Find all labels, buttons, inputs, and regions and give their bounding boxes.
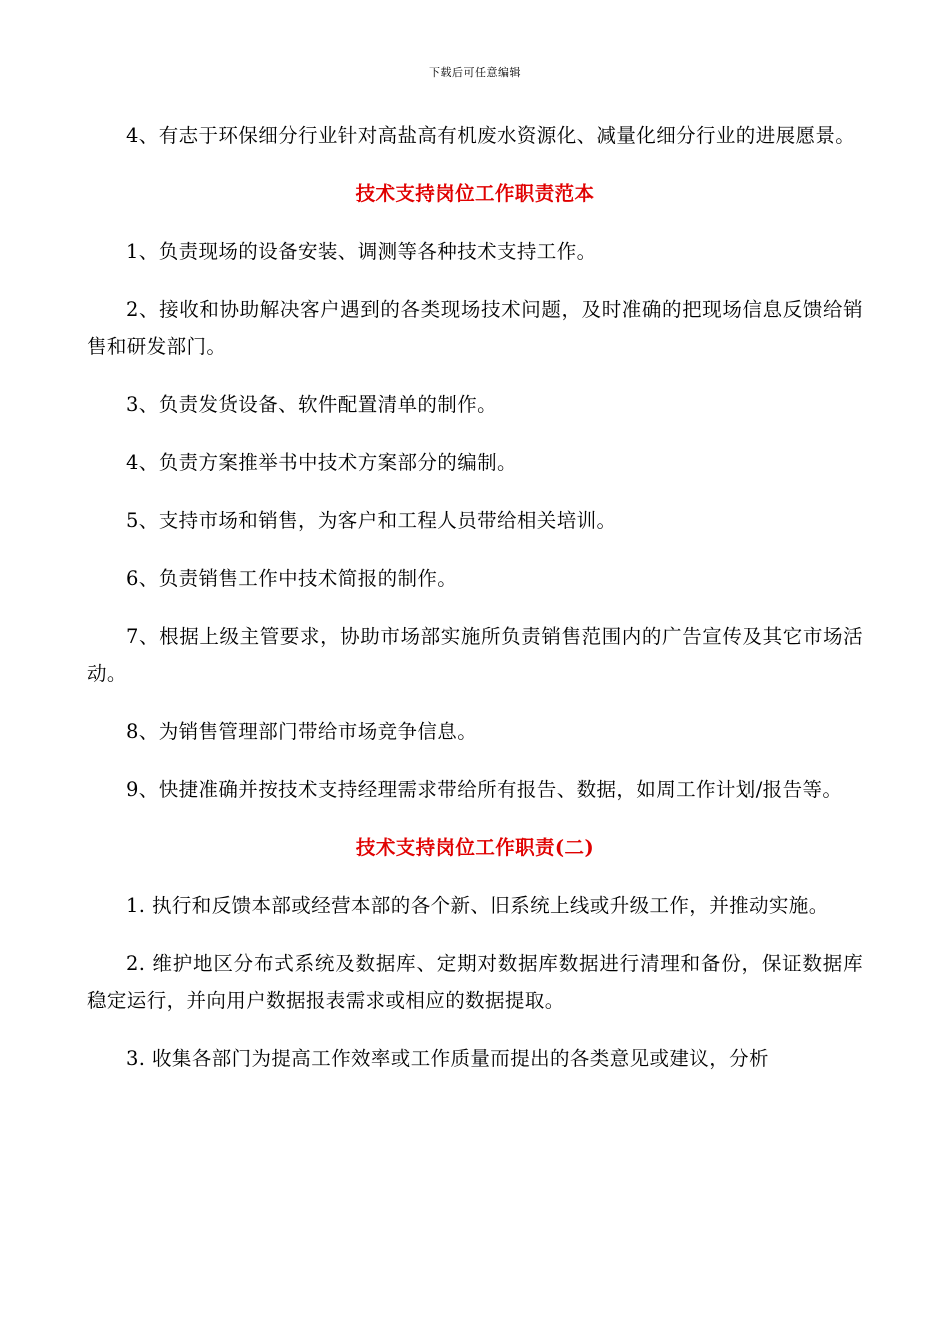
- paragraph: 2、接收和协助解决客户遇到的各类现场技术问题，及时准确的把现场信息反馈给销售和研发部门。: [87, 298, 863, 358]
- paragraph: 3. 收集各部门为提高工作效率或工作质量而提出的各类意见或建议，分析: [126, 1047, 769, 1070]
- section-heading: 技术支持岗位工作职责(二): [355, 836, 595, 859]
- page-header: 下载后可任意编辑: [429, 66, 521, 79]
- document-body: [87, 117, 863, 1098]
- paragraph: 2. 维护地区分布式系统及数据库、定期对数据库数据进行清理和备份，保证数据库稳定运行，并向用户数据报表需求或相应的数据提取。: [87, 952, 863, 1012]
- paragraph: 9、快捷准确并按技术支持经理需求带给所有报告、数据，如周工作计划/报告等。: [126, 778, 843, 801]
- paragraph: 5、支持市场和销售，为客户和工程人员带给相关培训。: [126, 509, 617, 532]
- paragraph: 3、负责发货设备、软件配置清单的制作。: [126, 393, 498, 416]
- paragraph: 4、有志于环保细分行业针对高盐高有机废水资源化、减量化细分行业的进展愿景。: [126, 124, 856, 147]
- paragraph: 4、负责方案推举书中技术方案部分的编制。: [126, 451, 517, 474]
- paragraph: 1、负责现场的设备安装、调测等各种技术支持工作。: [126, 240, 597, 263]
- paragraph: 6、负责销售工作中技术简报的制作。: [126, 567, 458, 590]
- paragraph: 8、为销售管理部门带给市场竞争信息。: [126, 720, 478, 743]
- paragraph: 1. 执行和反馈本部或经营本部的各个新、旧系统上线或升级工作，并推动实施。: [126, 894, 829, 917]
- paragraph: 7、根据上级主管要求，协助市场部实施所负责销售范围内的广告宣传及其它市场活动。: [87, 625, 863, 685]
- section-heading: 技术支持岗位工作职责范本: [355, 182, 595, 205]
